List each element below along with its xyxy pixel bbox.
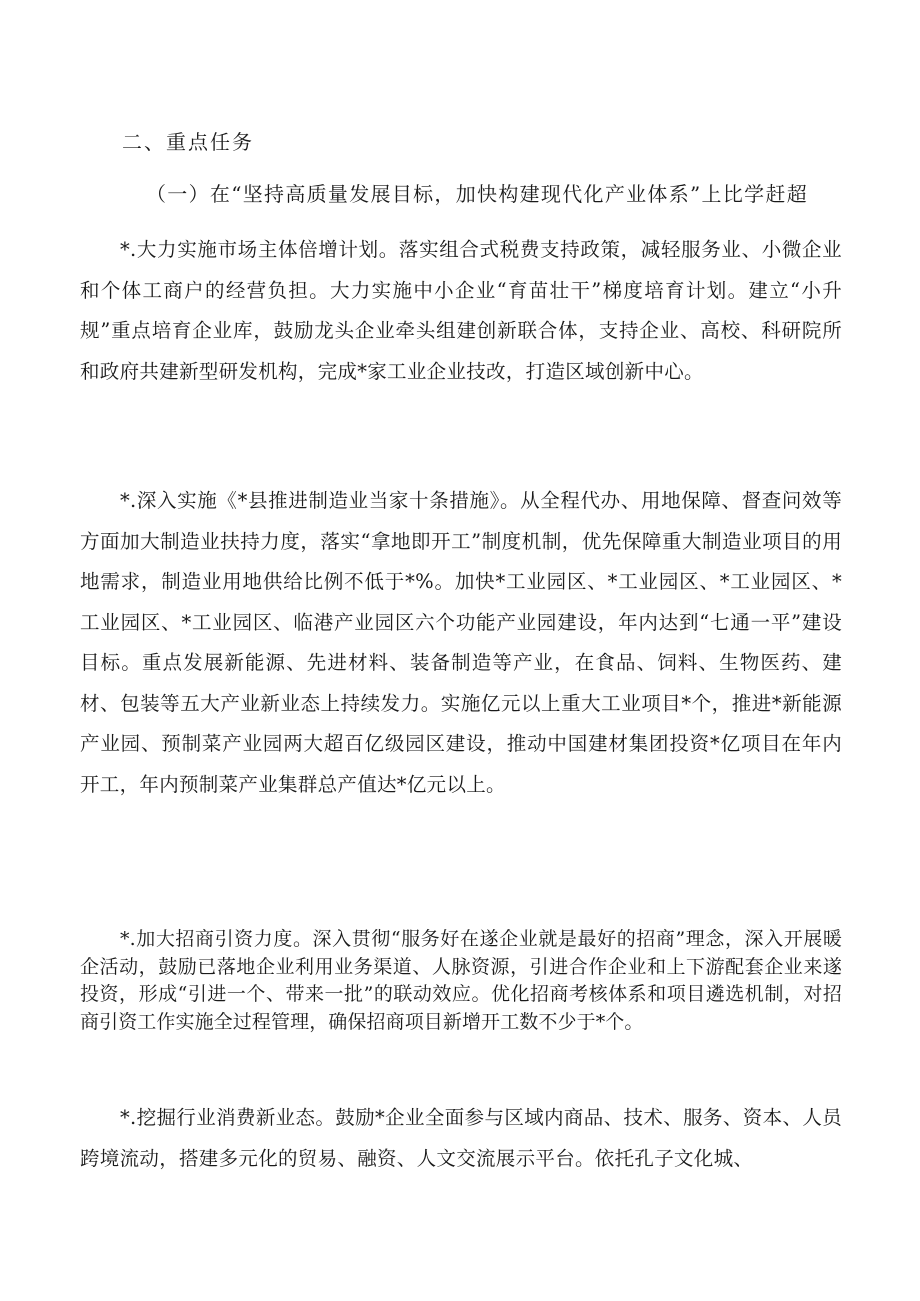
paragraph-market-entities: *.大力实施市场主体倍增计划。落实组合式税费支持政策，减轻服务业、小微企业和个体工商户的经营负担。大力实施中小企业“育苗壮干”梯度培育计划。建立“小升规”重点培育企业库，鼓励龙头企业牵头组建创新联合体，支持企业、高校、科研院所和政府共建新型研发机构，完成*家工业企业技改，打造区域创新中心。 (80, 238, 842, 383)
paragraph-investment-promotion: *.加大招商引资力度。深入贯彻“服务好在遂企业就是最好的招商”理念，深入开展暖企活动，鼓励已落地企业利用业务渠道、人脉资源，引进合作企业和上下游配套企业来遂投资，形成“引进一个、带来一批”的联动效应。优化招商考核体系和项目遴选机制，对招商引资工作实施全过程管理，确保招商项目新增开工数不少于*个。 (80, 928, 842, 1033)
paragraph-consumption-formats: *.挖掘行业消费新业态。鼓励*企业全面参与区域内商品、技术、服务、资本、人员跨境流动，搭建多元化的贸易、融资、人文交流展示平台。依托孔子文化城、 (80, 1106, 842, 1170)
paragraph-manufacturing-measures: *.深入实施《*县推进制造业当家十条措施》。从全程代办、用地保障、督查问效等方面加大制造业扶持力度，落实“拿地即开工”制度机制，优先保障重大制造业项目的用地需求，制造业用地供给比例不低于*%。加快*工业园区、*工业园区、*工业园区、*工业园区、*工业园区、临港产业园区六个功能产业园建设，年内达到“七通一平”建设目标。重点发展新能源、先进材料、装备制造等产业，在食品、饲料、生物医药、建材、包装等五大产业新业态上持续发力。实施亿元以上重大工业项目*个，推进*新能源产业园、预制菜产业园两大超百亿级园区建设，推动中国建材集团投资*亿项目在年内开工，年内预制菜产业集群总产值达*亿元以上。 (80, 489, 842, 796)
subsection-heading: （一）在“坚持高质量发展目标，加快构建现代化产业体系”上比学赶超 (146, 182, 809, 206)
section-heading: 二、重点任务 (122, 130, 254, 154)
